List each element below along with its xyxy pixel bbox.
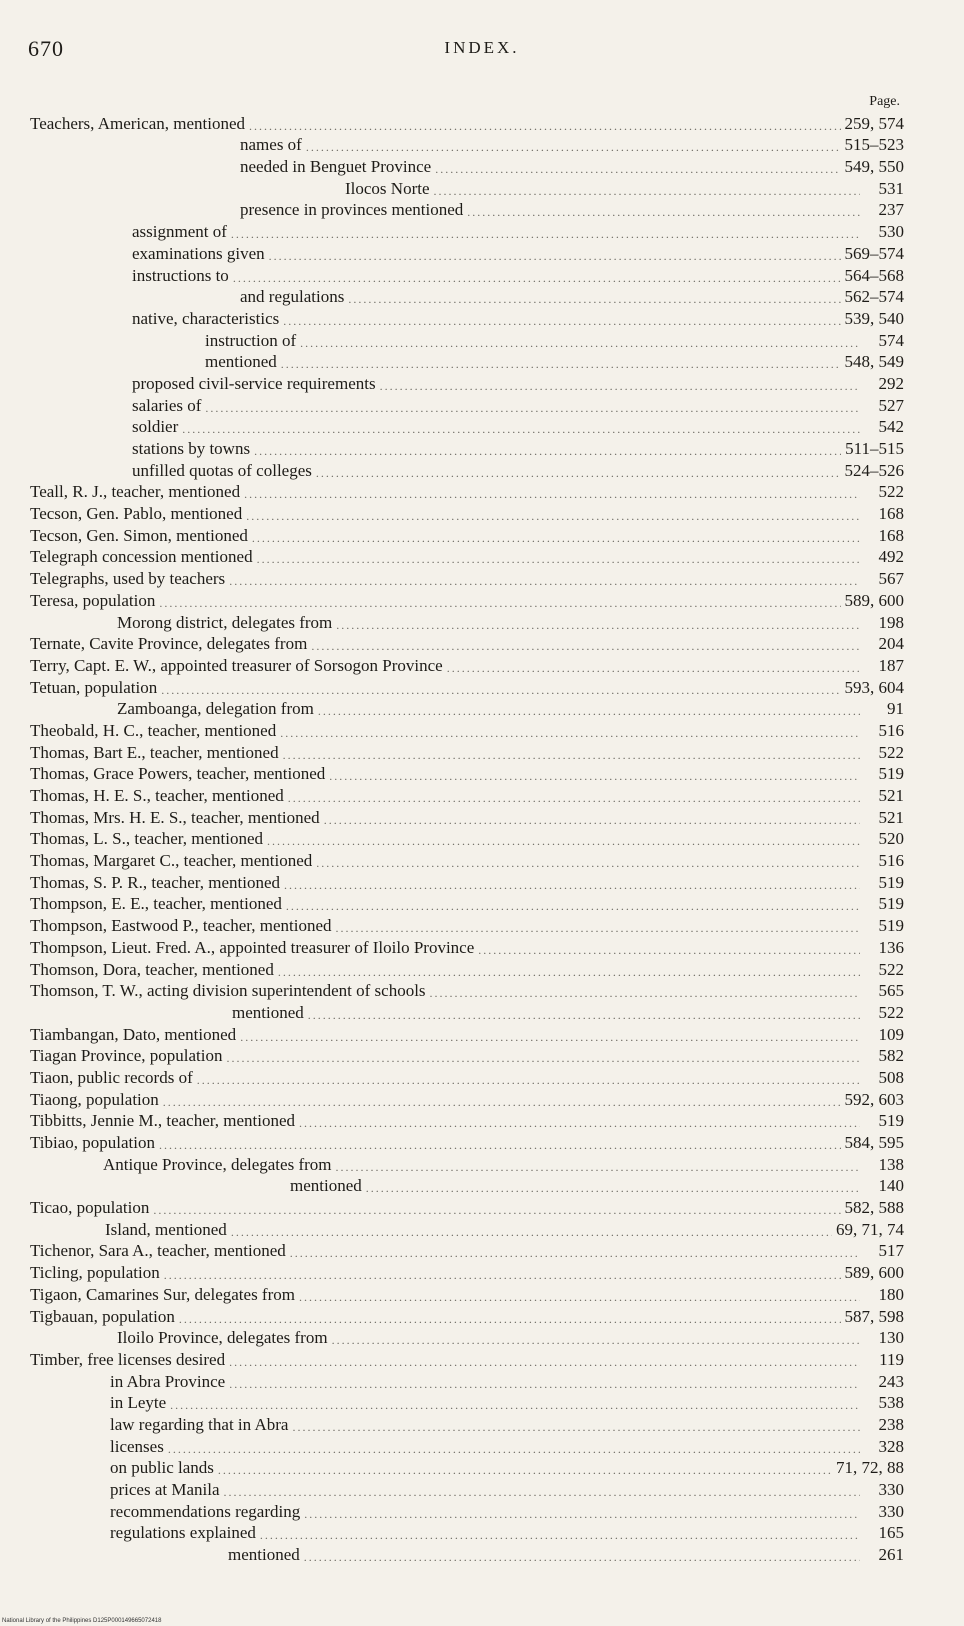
leader-dots (182, 421, 860, 437)
leader-dots (308, 1007, 860, 1023)
leader-dots (366, 1180, 860, 1196)
leader-dots (244, 486, 860, 502)
entry-text: Tecson, Gen. Simon, mentioned (30, 525, 248, 545)
leader-dots (252, 530, 860, 546)
entry-text: mentioned (205, 352, 277, 372)
entry-text: mentioned (290, 1176, 362, 1196)
entry-text: Thompson, E. E., teacher, mentioned (30, 894, 282, 914)
index-entry (0, 1392, 964, 1414)
entry-pages: 292 (878, 373, 904, 393)
index-entry (0, 763, 964, 785)
leader-dots (316, 465, 841, 481)
entry-pages: 168 (878, 525, 904, 545)
entry-pages: 165 (878, 1523, 904, 1543)
leader-dots (240, 1029, 860, 1045)
entry-pages: 198 (878, 612, 904, 632)
entry-pages: 69, 71, 74 (836, 1219, 904, 1239)
entry-pages: 539, 540 (844, 308, 904, 328)
entry-text: Timber, free licenses desired (30, 1349, 226, 1369)
entry-text: Tiaon, public records of (30, 1067, 193, 1087)
entry-pages: 522 (878, 742, 904, 762)
leader-dots (306, 139, 841, 155)
entry-text: Thomas, H. E. S., teacher, mentioned (30, 786, 284, 805)
index-entry (0, 372, 964, 394)
leader-dots (478, 942, 860, 958)
leader-dots (159, 1137, 841, 1153)
index-entry (0, 676, 964, 698)
entry-text: Tecson, Gen. Pablo, mentioned (30, 504, 243, 524)
entry-pages: 520 (878, 829, 904, 849)
entry-pages: 119 (879, 1349, 904, 1369)
leader-dots (292, 1419, 860, 1435)
entry-pages: 492 (878, 547, 904, 567)
entry-pages: 508 (878, 1067, 904, 1087)
leader-dots (170, 1397, 860, 1413)
entry-pages: 136 (878, 937, 904, 957)
leader-dots (163, 1094, 841, 1110)
entry-pages: 522 (878, 1002, 904, 1022)
index-entry (0, 307, 964, 329)
entry-text: Ilocos Norte (345, 178, 430, 198)
index-entry (0, 524, 964, 546)
index-entry (0, 1045, 964, 1067)
entry-text: Tibbitts, Jennie M., teacher, mentioned (30, 1111, 295, 1131)
leader-dots (257, 551, 860, 567)
entry-pages: 524–526 (844, 460, 904, 480)
entry-pages: 521 (878, 807, 904, 827)
leader-dots (290, 1245, 860, 1261)
leader-dots (467, 204, 860, 220)
entry-pages: 511–515 (845, 439, 904, 458)
entry-pages: 261 (878, 1545, 904, 1565)
entry-pages: 204 (878, 634, 904, 654)
entry-pages: 582, 588 (844, 1198, 904, 1218)
entry-text: soldier (132, 417, 179, 437)
index-entry (0, 1522, 964, 1544)
index-entry (0, 1066, 964, 1088)
index-entry (0, 1001, 964, 1023)
running-head: INDEX. (444, 38, 520, 57)
index-entry (0, 437, 964, 459)
index-entry (0, 1023, 964, 1045)
entry-pages: 567 (878, 569, 904, 589)
entry-pages: 71, 72, 88 (836, 1458, 904, 1478)
entry-pages: 542 (878, 417, 904, 437)
entry-pages: 548, 549 (844, 352, 904, 372)
entry-pages: 565 (878, 981, 904, 1001)
leader-dots (286, 898, 860, 914)
entry-pages: 562–574 (844, 287, 904, 307)
entry-text: Tiagan Province, population (30, 1046, 223, 1066)
entry-text: presence in provinces mentioned (240, 200, 464, 220)
leader-dots (168, 1441, 860, 1457)
index-entry (0, 567, 964, 589)
entry-pages: 237 (878, 200, 904, 220)
entry-pages: 517 (878, 1241, 904, 1261)
leader-dots (267, 833, 860, 849)
entry-text: on public lands (110, 1458, 214, 1478)
leader-dots (231, 1224, 832, 1240)
entry-text: salaries of (132, 395, 202, 415)
entry-pages: 243 (878, 1371, 904, 1391)
entry-pages: 582 (878, 1046, 904, 1066)
index-entry (0, 242, 964, 264)
entry-pages: 109 (878, 1024, 904, 1044)
index-entry (0, 1261, 964, 1283)
entry-pages: 538 (878, 1393, 904, 1413)
entry-pages: 574 (878, 330, 904, 350)
index-entry (0, 112, 964, 134)
index-entry (0, 264, 964, 286)
entry-text: mentioned (232, 1002, 304, 1022)
index-entry (0, 1088, 964, 1110)
entry-pages: 530 (878, 222, 904, 242)
index-entry (0, 1413, 964, 1435)
leader-dots (231, 226, 860, 242)
leader-dots (300, 335, 860, 351)
entry-pages: 527 (878, 395, 904, 415)
leader-dots (153, 1202, 840, 1218)
footer-stamp: National Library of the Philippines D125P000149665072418 (2, 1618, 162, 1624)
index-entry (0, 698, 964, 720)
index-entry (0, 1457, 964, 1479)
entry-pages: 180 (878, 1284, 904, 1304)
entry-text: Morong district, delegates from (117, 612, 333, 632)
entry-text: examinations given (132, 243, 265, 263)
leader-dots (159, 595, 840, 611)
entry-text: Telegraph concession mentioned (30, 547, 253, 567)
leader-dots (336, 617, 860, 633)
leader-dots (233, 270, 841, 286)
index-entry (0, 134, 964, 156)
leader-dots (218, 1462, 832, 1478)
index-entry (0, 286, 964, 308)
entry-pages: 589, 600 (844, 1263, 904, 1283)
index-entry (0, 828, 964, 850)
entry-pages: 140 (878, 1176, 904, 1196)
leader-dots (281, 356, 841, 372)
entry-pages: 515–523 (844, 135, 904, 155)
page-number: 670 (28, 36, 64, 61)
entry-text: instructions to (132, 265, 229, 285)
entry-text: stations by towns (132, 439, 251, 458)
entry-text: Thomas, S. P. R., teacher, mentioned (30, 872, 281, 892)
index-entry (0, 936, 964, 958)
entry-text: Thompson, Lieut. Fred. A., appointed treasurer of Iloilo Province (30, 937, 475, 957)
entry-text: Thomas, L. S., teacher, mentioned (30, 829, 264, 849)
leader-dots (336, 1159, 861, 1175)
leader-dots (283, 747, 860, 763)
entry-text: Teachers, American, mentioned (30, 113, 245, 133)
leader-dots (316, 855, 860, 871)
index-entry (0, 155, 964, 177)
entry-text: recommendations regarding (110, 1501, 301, 1521)
entry-text: Tichenor, Sara A., teacher, mentioned (30, 1241, 286, 1261)
index-entry (0, 546, 964, 568)
index-entry (0, 741, 964, 763)
leader-dots (447, 660, 860, 676)
index-entry (0, 611, 964, 633)
leader-dots (249, 118, 841, 134)
entry-pages: 238 (878, 1414, 904, 1434)
index-entry (0, 1370, 964, 1392)
entry-pages: 589, 600 (844, 590, 904, 610)
entry-pages: 519 (878, 1111, 904, 1131)
leader-dots (324, 812, 860, 828)
leader-dots (435, 161, 840, 177)
entry-pages: 522 (878, 482, 904, 502)
leader-dots (299, 1115, 860, 1131)
entry-text: Tigbauan, population (30, 1306, 175, 1326)
entry-pages: 564–568 (844, 265, 904, 285)
entry-pages: 138 (878, 1154, 904, 1174)
entry-text: prices at Manila (110, 1480, 220, 1499)
entry-text: Terry, Capt. E. W., appointed treasurer of Sorsogon Province (30, 655, 443, 675)
entry-pages: 259, 574 (844, 113, 904, 133)
entry-text: Ticao, population (30, 1198, 150, 1218)
entry-text: Teresa, population (30, 590, 156, 610)
entry-text: needed in Benguet Province (240, 157, 432, 177)
index-entry (0, 893, 964, 915)
entry-text: Telegraphs, used by teachers (30, 569, 226, 589)
leader-dots (246, 508, 860, 524)
entry-text: Ticling, population (30, 1263, 160, 1283)
entry-pages: 519 (878, 872, 904, 892)
leader-dots (224, 1484, 860, 1500)
entry-pages: 130 (878, 1328, 904, 1348)
entry-pages: 328 (878, 1436, 904, 1456)
entry-text: Antique Province, delegates from (103, 1154, 332, 1174)
leader-dots (164, 1267, 841, 1283)
entry-pages: 531 (878, 178, 904, 198)
entry-text: Zamboanga, delegation from (117, 699, 314, 719)
page-column-label: Page. (869, 94, 900, 109)
index-entry (0, 394, 964, 416)
index-entry (0, 1131, 964, 1153)
leader-dots (254, 443, 841, 459)
index-entry (0, 177, 964, 199)
leader-dots (197, 1072, 860, 1088)
entry-text: Tigaon, Camarines Sur, delegates from (30, 1284, 295, 1304)
leader-dots (229, 1354, 860, 1370)
entry-text: Iloilo Province, delegates from (117, 1328, 328, 1348)
entry-pages: 569–574 (844, 243, 904, 263)
index-entry (0, 1305, 964, 1327)
entry-text: regulations explained (110, 1523, 256, 1543)
leader-dots (332, 1332, 860, 1348)
entry-text: Teall, R. J., teacher, mentioned (30, 482, 241, 502)
index-entry (0, 784, 964, 806)
index-entry (0, 1327, 964, 1349)
index-entry (0, 329, 964, 351)
index-entry (0, 1240, 964, 1262)
entry-pages: 168 (878, 504, 904, 524)
leader-dots (278, 964, 860, 980)
entry-pages: 91 (887, 699, 904, 719)
entry-pages: 519 (878, 764, 904, 784)
index-entry (0, 481, 964, 503)
entry-text: mentioned (228, 1545, 300, 1565)
entry-pages: 330 (878, 1480, 904, 1499)
leader-dots (288, 790, 860, 806)
entry-text: Thomas, Margaret C., teacher, mentioned (30, 851, 313, 871)
entry-text: Thomson, Dora, teacher, mentioned (30, 959, 274, 979)
entry-pages: 587, 598 (844, 1306, 904, 1326)
entry-text: Tetuan, population (30, 677, 158, 697)
index-entry (0, 1153, 964, 1175)
entry-text: Thomas, Mrs. H. E. S., teacher, mentioned (30, 807, 320, 827)
leader-dots (348, 291, 840, 307)
index-entry (0, 1218, 964, 1240)
index-entry (0, 849, 964, 871)
index-entry (0, 1196, 964, 1218)
index-entry (0, 199, 964, 221)
entry-pages: 519 (878, 916, 904, 936)
leader-dots (299, 1289, 860, 1305)
entry-text: Theobald, H. C., teacher, mentioned (30, 720, 277, 740)
index-entry (0, 1348, 964, 1370)
leader-dots (335, 920, 860, 936)
entry-text: and regulations (240, 287, 345, 307)
index-entries (0, 112, 964, 1565)
entry-pages: 516 (878, 851, 904, 871)
entry-text: native, characteristics (132, 308, 280, 328)
leader-dots (161, 682, 840, 698)
index-entry (0, 589, 964, 611)
entry-text: Thomson, T. W., acting division superintendent of schools (30, 981, 426, 1001)
index-entry (0, 1283, 964, 1305)
leader-dots (304, 1506, 860, 1522)
entry-text: in Abra Province (110, 1371, 226, 1391)
entry-text: Island, mentioned (105, 1219, 227, 1239)
leader-dots (179, 1311, 841, 1327)
entry-pages: 522 (878, 959, 904, 979)
entry-pages: 584, 595 (844, 1133, 904, 1152)
leader-dots (229, 573, 860, 589)
index-entry (0, 958, 964, 980)
leader-dots (229, 1376, 860, 1392)
index-entry (0, 633, 964, 655)
leader-dots (434, 183, 860, 199)
leader-dots (329, 768, 860, 784)
index-entry (0, 871, 964, 893)
entry-text: Tibiao, population (30, 1133, 155, 1152)
leader-dots (380, 378, 860, 394)
entry-text: proposed civil-service requirements (132, 373, 376, 393)
index-entry (0, 416, 964, 438)
entry-pages: 549, 550 (844, 157, 904, 177)
index-entry (0, 1175, 964, 1197)
index-entry (0, 1500, 964, 1522)
leader-dots (205, 400, 860, 416)
index-entry (0, 1110, 964, 1132)
entry-text: licenses (110, 1436, 164, 1456)
entry-text: Tiambangan, Dato, mentioned (30, 1024, 237, 1044)
entry-pages: 187 (878, 655, 904, 675)
entry-text: in Leyte (110, 1393, 167, 1413)
index-entry (0, 459, 964, 481)
index-entry (0, 914, 964, 936)
index-entry (0, 1543, 964, 1565)
entry-pages: 521 (878, 786, 904, 805)
index-entry (0, 351, 964, 373)
entry-pages: 516 (878, 720, 904, 740)
entry-text: assignment of (132, 222, 227, 242)
entry-text: Tiaong, population (30, 1089, 159, 1109)
index-entry (0, 1435, 964, 1457)
index-entry (0, 806, 964, 828)
leader-dots (318, 703, 860, 719)
entry-text: instruction of (205, 330, 297, 350)
index-entry (0, 1478, 964, 1500)
entry-text: unfilled quotas of colleges (132, 460, 312, 480)
entry-pages: 593, 604 (844, 677, 904, 697)
leader-dots (283, 313, 840, 329)
entry-text: Ternate, Cavite Province, delegates from (30, 634, 308, 654)
index-entry (0, 654, 964, 676)
index-entry (0, 502, 964, 524)
leader-dots (260, 1527, 860, 1543)
leader-dots (311, 638, 860, 654)
entry-pages: 592, 603 (844, 1089, 904, 1109)
index-entry (0, 220, 964, 242)
entry-text: Thomas, Bart E., teacher, mentioned (30, 742, 279, 762)
leader-dots (280, 725, 860, 741)
leader-dots (284, 877, 860, 893)
index-entry (0, 719, 964, 741)
entry-pages: 519 (878, 894, 904, 914)
entry-text: Thomas, Grace Powers, teacher, mentioned (30, 764, 326, 784)
leader-dots (430, 985, 860, 1001)
leader-dots (304, 1549, 860, 1565)
entry-text: law regarding that in Abra (110, 1414, 289, 1434)
leader-dots (269, 248, 841, 264)
entry-pages: 330 (878, 1501, 904, 1521)
entry-text: Thompson, Eastwood P., teacher, mentioned (30, 916, 332, 936)
leader-dots (227, 1050, 861, 1066)
index-entry (0, 980, 964, 1002)
entry-text: names of (240, 135, 302, 155)
